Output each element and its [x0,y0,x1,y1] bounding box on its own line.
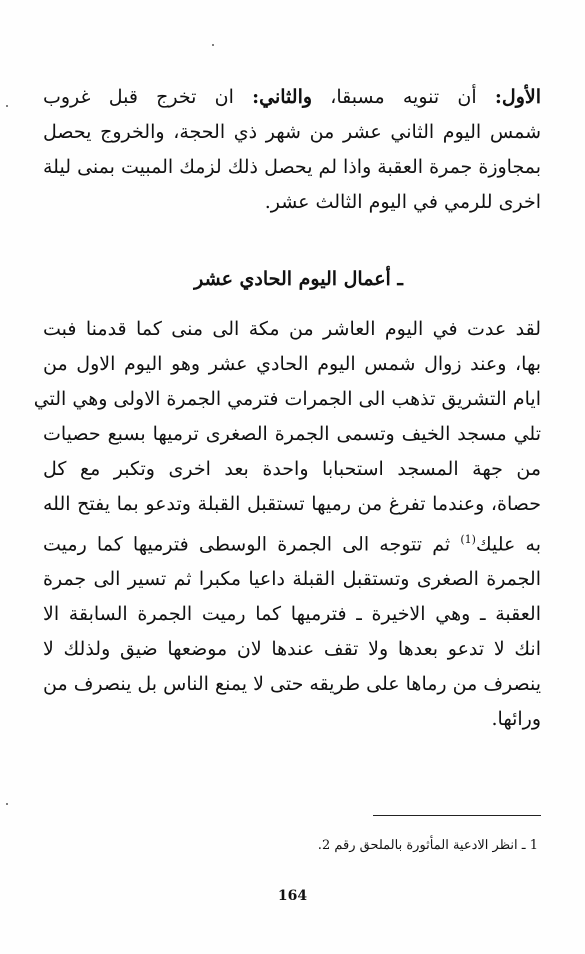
text-line: اخرى للرمي في اليوم الثالث عشر. [264,191,541,213]
bold-term-second: والثاني: [252,86,313,108]
text-line: لقد عدت في اليوم العاشر من مكة الى منى كما قدمنا فبت [43,318,541,340]
footnote-text: انظر الادعية المأثورة بالملحق رقم 2. [317,838,518,853]
text-line: الأول: أن تنويه مسبقا، والثاني: ان تخرج قبل غروب [43,86,541,108]
text-line: تلي مسجد الخيف وتسمى الجمرة الصغرى ترميها بسبع حصيات [43,423,541,445]
footnote-dash: ـ [521,838,526,853]
text-line: العقبة ـ وهي الاخيرة ـ فترميها كما رميت الجمرة السابقة الا [43,603,541,626]
text-line: بمجاوزة جمرة العقبة واذا لم يحصل ذلك لزمك المبيت بمنى ليلة [43,156,541,178]
footnote [318,838,538,853]
text-line: ورائها. [491,708,541,731]
section-heading: ـ أعمال اليوم الحادي عشر [194,268,403,290]
text-line: انك لا تدعو بعدها ولا تقف عندها لان موضعها ضيق ولذلك لا [43,638,541,661]
text-line: به عليك$^{(1)}$ ثم تتوجه الى الجمرة الوسطى فترميها كما رميت [43,533,541,556]
paragraph-conditions [43,80,541,220]
page-number: 164 [277,888,308,904]
scan-speck [212,44,214,46]
footnote-reference[interactable]: (1) [460,533,476,546]
text-line: شمس اليوم الثاني عشر من شهر ذي الحجة، والخروج يحصل [43,121,541,143]
bold-term-first: الأول: [494,86,541,108]
footnote-divider [373,815,541,816]
scan-speck [6,105,8,107]
footnote-number: 1 [529,838,538,853]
text-line: ينصرف من رماها على طريقه حتى لا يمنع الناس بل ينصرف من [43,673,541,696]
paragraph-eleventh-day [33,312,541,737]
text-line: من جهة المسجد استحبابا واحدة بعد اخرى وتكبر مع كل [43,458,541,480]
text-line: حصاة، وعندما تفرغ من رميها تستقبل القبلة وتدعو بما يفتح الله [43,493,541,515]
text-line: ايام التشريق تذهب الى الجمرات فترمي الجمرة الاولى وهي التي [33,388,541,410]
text-line: الجمرة الصغرى وتستقبل القبلة داعيا مكبرا ثم تسير الى جمرة [43,568,541,591]
scan-speck [6,803,8,805]
text-line: بها، وعند زوال شمس اليوم الحادي عشر وهو اليوم الاول من [43,353,541,375]
